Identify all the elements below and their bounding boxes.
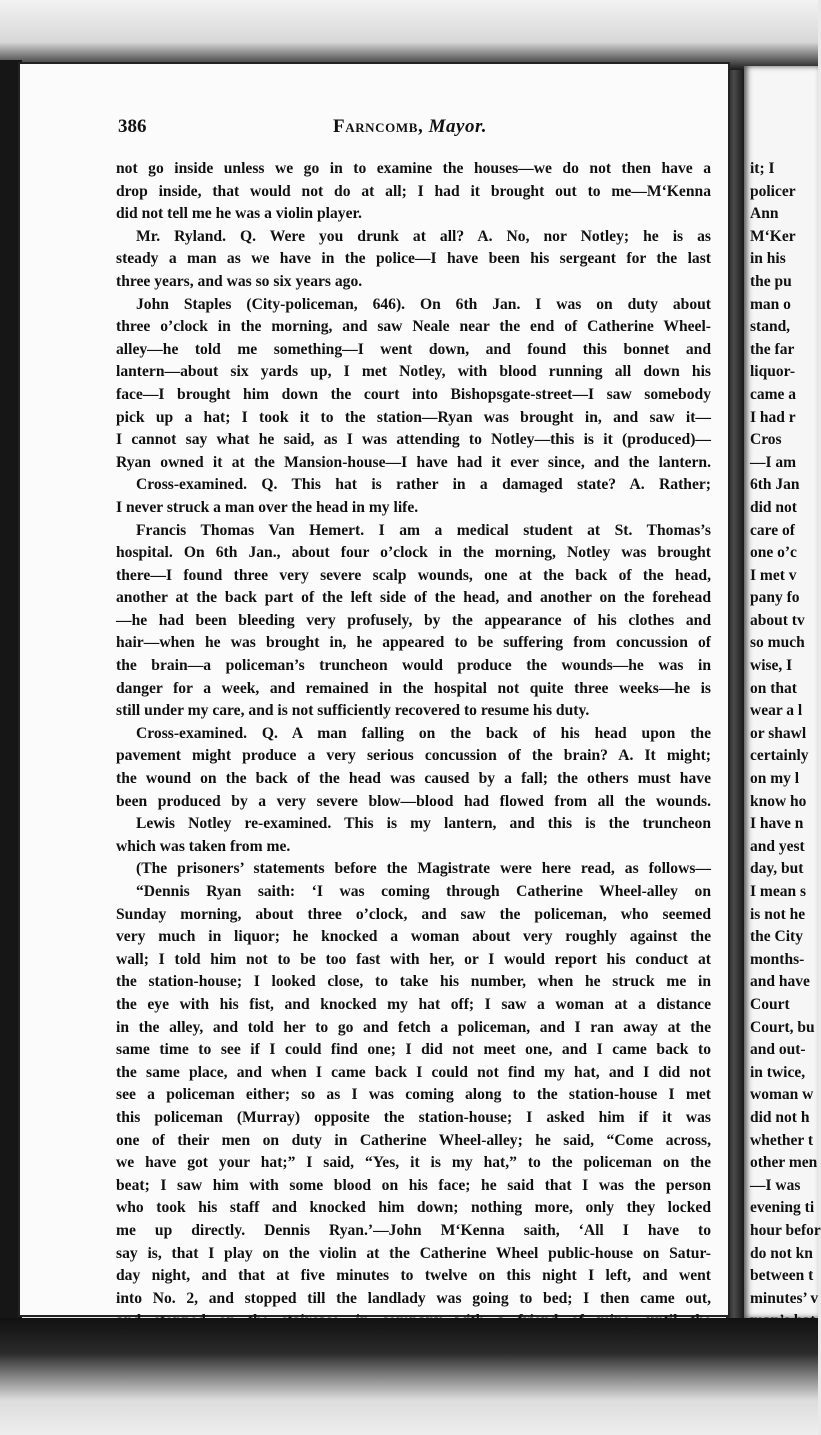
text-line: see a policeman either; so as I was coming along to the station-house I met xyxy=(116,1086,711,1104)
text-line: there—I found three very severe scalp wounds, one at the back of the head, xyxy=(116,566,711,584)
text-line: alley—he told me something—I went down, and found this bonnet and xyxy=(116,340,711,358)
text-line: three years, and was so six years ago. xyxy=(116,272,363,290)
text-line: Sunday morning, about three o’clock, and saw the policeman, who seemed xyxy=(116,905,711,923)
text-line: Cross-examined. Q. A man falling on the back of his head upon the xyxy=(136,724,711,742)
text-line: the eye with his fist, and knocked my hat off; I saw a woman at a distance xyxy=(116,995,711,1013)
text-line: hospital. On 6th Jan., about four o’clock in the morning, Notley was brought xyxy=(116,544,711,562)
facing-page-line: and yest xyxy=(750,837,805,855)
book-page xyxy=(18,62,730,1317)
facing-page-line: and out- xyxy=(750,1041,806,1059)
running-title-name: Farncomb, xyxy=(333,116,424,137)
facing-page-line: did not h xyxy=(750,1108,810,1126)
text-line: “Dennis Ryan saith: ‘I was coming through Catherine Wheel-alley on xyxy=(136,883,711,900)
facing-page-line: Court, bu xyxy=(750,1018,815,1036)
facing-page-line: whether t xyxy=(750,1131,813,1149)
facing-page-line: day, but xyxy=(750,860,804,878)
facing-page-line: Cros xyxy=(750,431,782,449)
facing-page-line: I met v xyxy=(750,566,797,584)
text-line: which was taken from me. xyxy=(116,837,291,855)
facing-page-line: do not kn xyxy=(750,1244,813,1262)
facing-page-line: 6th Jan xyxy=(750,476,800,494)
facing-page-line: M‘Ker xyxy=(750,227,796,245)
text-line: the brain—a policeman’s truncheon would produce the wounds—he was in xyxy=(116,657,711,675)
text-line: Francis Thomas Van Hemert. I am a medical student at St. Thomas’s xyxy=(136,521,711,539)
facing-page-line: the pu xyxy=(750,272,792,290)
facing-page-line: is not he xyxy=(750,905,806,923)
facing-page-line: care of xyxy=(750,521,795,539)
text-line: steady a man as we have in the police—I have been his sergeant for the last xyxy=(116,250,711,268)
facing-page-line: the far xyxy=(750,340,795,358)
facing-page-line: in his xyxy=(750,250,786,268)
facing-page-line: know ho xyxy=(750,792,807,810)
facing-page-line: man o xyxy=(750,295,791,313)
facing-page-line: woman w xyxy=(750,1086,814,1104)
page-number: 386 xyxy=(118,116,147,137)
running-header xyxy=(118,116,718,146)
text-line: the station-house; I looked close, to take his number, when he struck me in xyxy=(116,973,711,991)
facing-page-line: I have n xyxy=(750,815,804,833)
facing-page-line: months- xyxy=(750,950,805,968)
facing-page-line: one o’c xyxy=(750,544,797,562)
text-line: another at the back part of the left side of the head, and another on the forehead xyxy=(116,589,711,607)
text-line: Lewis Notley re-examined. This is my lantern, and this is the truncheon xyxy=(136,815,711,833)
text-line: John Staples (City-policeman, 646). On 6th Jan. I was on duty about xyxy=(136,295,711,313)
facing-page-line: minutes’ v xyxy=(750,1289,819,1307)
facing-page-line: evening ti xyxy=(750,1199,815,1217)
facing-page-line: wear a l xyxy=(750,702,803,720)
facing-page-line: pany fo xyxy=(750,589,800,607)
text-line: still under my care, and is not sufficiently recovered to resume his duty. xyxy=(116,702,590,720)
facing-page-edge xyxy=(744,66,821,1318)
text-line: day night, and that at five minutes to twelve on this night I left, and went xyxy=(116,1267,711,1285)
text-line: very much in liquor; he knocked a woman about very roughly against the xyxy=(116,928,711,946)
facing-page-line: in twice, xyxy=(750,1063,806,1081)
text-line: (The prisoners’ statements before the Magistrate were here read, as follows— xyxy=(136,860,711,878)
facing-page-line: policer xyxy=(750,182,796,200)
running-title-office: Mayor. xyxy=(428,116,488,137)
facing-page-fragments xyxy=(750,158,821,1355)
facing-page-line: so much xyxy=(750,634,805,652)
facing-page-line: it; I xyxy=(750,160,775,177)
text-line: same time to see if I could find one; I did not meet one, and I came back to xyxy=(116,1041,711,1059)
text-line: hair—when he was brought in, he appeared to be suffering from concussion of xyxy=(116,634,711,652)
facing-page-line: other men xyxy=(750,1154,818,1172)
text-line: been produced by a very severe blow—blood had flowed from all the wounds. xyxy=(116,792,711,810)
facing-page-line: Court xyxy=(750,995,790,1013)
text-line: the same place, and when I came back I could not find my hat, and I did not xyxy=(116,1063,711,1081)
facing-page-line: wise, I xyxy=(750,657,793,675)
text-line: me up directly. Dennis Ryan.’—John M‘Kenna saith, ‘All I have to xyxy=(116,1221,711,1239)
text-line: the wound on the back of the head was caused by a fall; the others must have xyxy=(116,770,711,788)
text-line: who took his staff and knocked him down; nothing more, only they locked xyxy=(116,1199,711,1217)
text-line: one of their men on duty in Catherine Wheel-alley; he said, “Come across, xyxy=(116,1131,711,1149)
text-line: say is, that I play on the violin at the Catherine Wheel public-house on Satur- xyxy=(116,1244,711,1262)
scan-frame-top xyxy=(0,0,818,70)
text-line: Mr. Ryland. Q. Were you drunk at all? A. No, nor Notley; he is as xyxy=(136,227,711,245)
facing-page-line: on that xyxy=(750,679,797,697)
facing-page-line: Ann xyxy=(750,205,779,223)
facing-page-line: liquor- xyxy=(750,363,796,381)
facing-page-line: hour befor xyxy=(750,1221,821,1239)
text-line: in the alley, and told her to go and fetch a policeman, and I ran away at the xyxy=(116,1018,711,1036)
facing-page-line: or shawl xyxy=(750,724,807,742)
text-line: danger for a week, and remained in the hospital not quite three weeks—he is xyxy=(116,679,711,697)
text-line: —he had been bleeding very profusely, by the appearance of his clothes and xyxy=(116,611,711,629)
facing-page-line: came a xyxy=(750,385,797,403)
text-line: drop inside, that would not do at all; I had it brought out to me—M‘Kenna xyxy=(116,182,711,200)
text-line: we have got your hat;” I said, “Yes, it is my hat,” to the policeman on the xyxy=(116,1154,711,1172)
facing-page-line: —I was xyxy=(750,1176,801,1194)
text-line: did not tell me he was a violin player. xyxy=(116,205,362,223)
text-line: not go inside unless we go in to examine the houses—we do not then have a xyxy=(116,160,711,177)
running-title xyxy=(333,116,487,138)
facing-page-line: I mean s xyxy=(750,883,806,900)
facing-page-line: I had r xyxy=(750,408,796,426)
text-line: pick up a hat; I took it to the station—Ryan was brought in, and saw it— xyxy=(116,408,711,426)
text-line: into No. 2, and stopped till the landlady was going to bed; I then came out, xyxy=(116,1289,711,1307)
facing-page-line: on my l xyxy=(750,770,800,788)
text-line: pavement might produce a very serious concussion of the brain? A. It might; xyxy=(116,747,711,765)
facing-page-line: did not xyxy=(750,498,797,516)
facing-page-line: and have xyxy=(750,973,810,991)
text-line: this policeman (Murray) opposite the station-house; I asked him if it was xyxy=(116,1108,711,1126)
facing-page-line: stand, xyxy=(750,318,791,336)
facing-page-line: between t xyxy=(750,1267,814,1285)
text-line: face—I brought him down the court into Bishopsgate-street—I saw somebody xyxy=(116,385,711,403)
text-line: wall; I told him not to be too fast with her, or I would report his conduct at xyxy=(116,950,711,968)
facing-page-line: the City xyxy=(750,928,803,946)
text-line: beat; I saw him with some blood on his face; he said that I was the person xyxy=(116,1176,711,1194)
scan-frame-bottom xyxy=(0,1318,818,1435)
text-line: I cannot say what he said, as I was attending to Notley—this is it (produced)— xyxy=(116,431,711,449)
text-line: three o’clock in the morning, and saw Neale near the end of Catherine Wheel- xyxy=(116,318,711,336)
facing-page-line: about tv xyxy=(750,611,805,629)
page-body-text xyxy=(116,158,711,1355)
text-line: I never struck a man over the head in my life. xyxy=(116,498,419,516)
text-line: lantern—about six yards up, I met Notley, with blood running all down his xyxy=(116,363,711,381)
facing-page-line: —I am xyxy=(750,453,797,471)
text-line: Cross-examined. Q. This hat is rather in a damaged state? A. Rather; xyxy=(136,476,711,494)
text-line: Ryan owned it at the Mansion-house—I have had it ever since, and the lantern. xyxy=(116,453,711,471)
facing-page-line: certainly xyxy=(750,747,809,765)
